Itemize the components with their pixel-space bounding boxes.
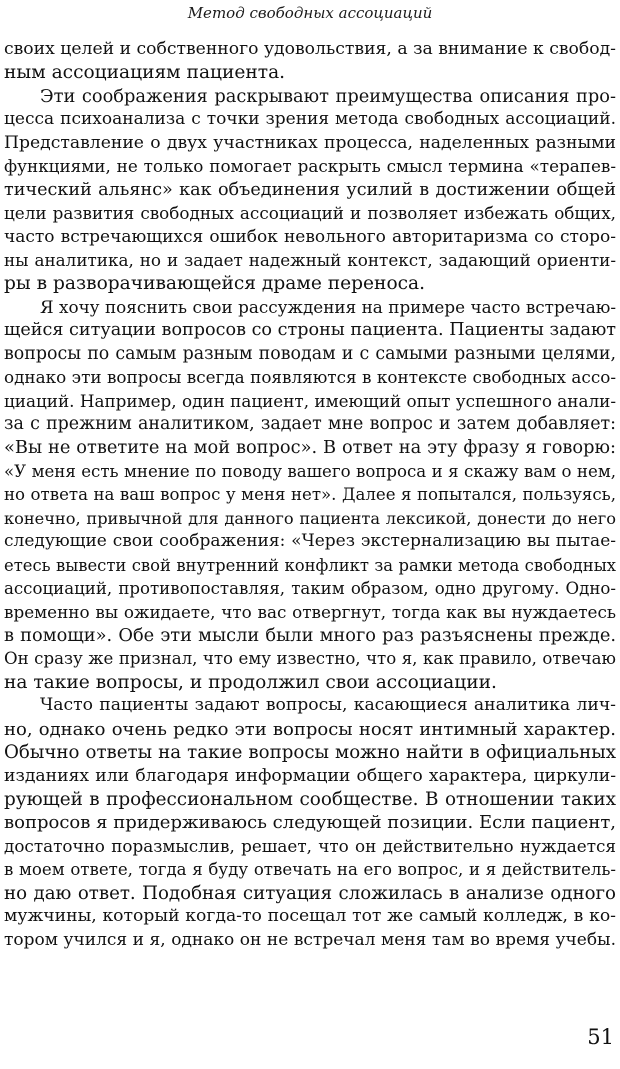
text-line: функциями, не только помогает раскрыть смысл термина «терапев- xyxy=(4,156,616,177)
text-line: достаточно поразмыслив, решает, что он действительно нуждается xyxy=(4,835,616,856)
paragraph xyxy=(4,38,616,85)
text-line: за с прежним аналитиком, задает мне вопрос и затем добавляет: xyxy=(4,414,616,434)
text-line: мужчины, который когда-то посещал тот же самый колледж, в ко- xyxy=(4,906,616,927)
text-line: Часто пациенты задают вопросы, касающиеся аналитика лич- xyxy=(40,695,616,716)
text-line: «У меня есть мнение по поводу вашего вопроса и я скажу вам о нем, xyxy=(4,461,616,481)
text-line: ры в разворачивающейся драме переноса. xyxy=(4,273,426,295)
text-line: рующей в профессиональном сообществе. В отношении таких xyxy=(4,789,616,810)
text-line: Эти соображения раскрывают преимущества описания про- xyxy=(40,85,616,107)
body-text xyxy=(4,38,616,952)
text-line: на такие вопросы, и продолжил свои ассоциации. xyxy=(4,671,497,693)
text-line: тором учился и я, однако он не встречал меня там во время учебы. xyxy=(4,929,616,950)
text-line: но даю ответ. Подобная ситуация сложилась в анализе одного xyxy=(4,882,616,904)
text-line: етесь вывести свой внутренний конфликт за рамки метода свободных xyxy=(4,555,616,575)
text-line: однако эти вопросы всегда появляются в контексте свободных ассо- xyxy=(4,367,616,388)
text-line: ны аналитика, но и задает надежный контекст, задающий ориенти- xyxy=(4,249,616,270)
paragraph xyxy=(4,85,616,296)
running-header: Метод свободных ассоциаций xyxy=(187,4,433,22)
text-line: вопросы по самым разным поводам и с самыми разными целями, xyxy=(4,343,616,364)
text-line: Представление о двух участниках процесса, наделенных разными xyxy=(4,132,616,153)
text-line: в помощи». Обе эти мысли были много раз разъяснены прежде. xyxy=(4,624,616,646)
text-line: тический альянс» как объединения усилий в достижении общей xyxy=(4,179,616,200)
text-line: Он сразу же признал, что ему известно, что я, как правило, отвечаю xyxy=(4,649,616,669)
page-number: 51 xyxy=(587,1025,614,1049)
text-line: следующие свои соображения: «Через экстернализацию вы пытае- xyxy=(4,531,616,552)
text-line: «Вы не ответите на мой вопрос». В ответ на эту фразу я говорю: xyxy=(4,437,616,459)
text-line: щейся ситуации вопросов со строны пациента. Пациенты задают xyxy=(4,320,616,341)
text-line: циаций. Например, один пациент, имеющий опыт успешного анали- xyxy=(4,390,616,411)
text-line: ассоциаций, противопоставляя, таким образом, одно другому. Одно- xyxy=(4,579,616,599)
text-line: изданиях или благодаря информации общего характера, циркули- xyxy=(4,765,616,786)
text-line: Обычно ответы на такие вопросы можно найти в официальных xyxy=(4,742,616,764)
text-line: часто встречающихся ошибок невольного авторитаризма со сторо- xyxy=(4,226,616,247)
text-line: своих целей и собственного удовольствия, а за внимание к свобод- xyxy=(4,39,616,59)
paragraph xyxy=(4,296,616,694)
text-line: конечно, привычной для данного пациента лексикой, донести до него xyxy=(4,508,616,528)
text-line: но ответа на ваш вопрос у меня нет». Далее я попытался, пользуясь, xyxy=(4,485,616,505)
text-line: вопросов я придерживаюсь следующей позиции. Если пациент, xyxy=(4,812,616,834)
text-line: цесса психоанализа с точки зрения метода свободных ассоциаций. xyxy=(4,109,616,130)
text-line: временно вы ожидаете, что вас отвергнут, тогда как вы нуждаетесь xyxy=(4,601,616,622)
text-line: в моем ответе, тогда я буду отвечать на его вопрос, и я действитель- xyxy=(4,860,616,880)
text-line: ным ассоциациям пациента. xyxy=(4,62,286,84)
text-line: Я хочу пояснить свои рассуждения на примере часто встречаю- xyxy=(40,296,616,317)
text-line: цели развития свободных ассоциаций и позволяет избежать общих, xyxy=(4,203,616,224)
text-line: но, однако очень редко эти вопросы носят интимный характер. xyxy=(4,718,616,740)
paragraph xyxy=(4,694,616,952)
